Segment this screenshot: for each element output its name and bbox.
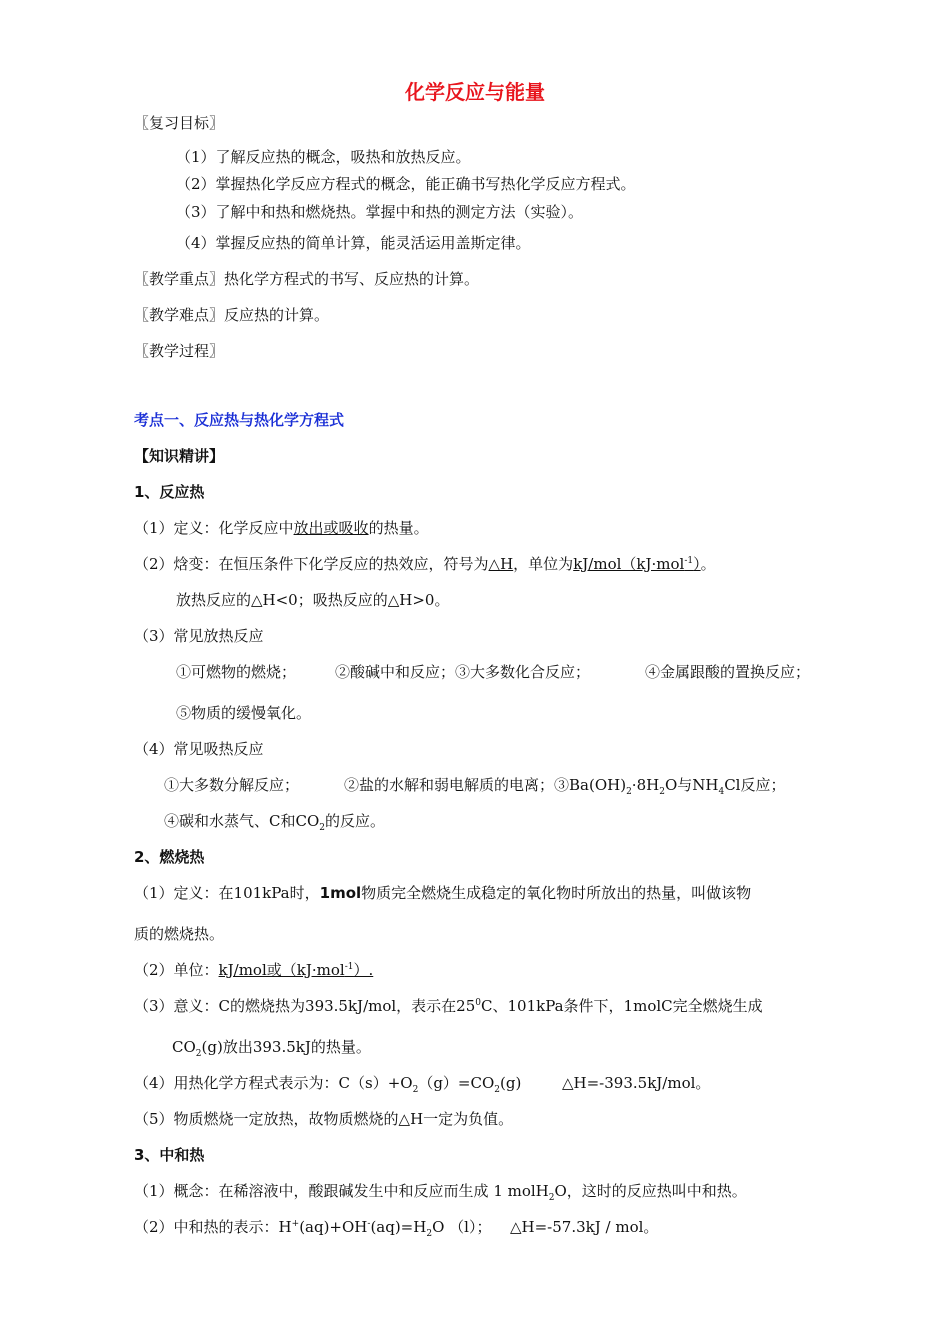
key-points: 〖教学重点〗热化学方程式的书写、反应热的计算。 [134,270,480,288]
combustion-definition-cont: 质的燃烧热。 [134,925,225,943]
neutralization-heat-heading: 3、中和热 [134,1146,205,1164]
endothermic-heading: （4）常见吸热反应 [134,740,264,758]
knowledge-heading: 【知识精讲】 [134,447,225,465]
combustion-delta-h: △H=-393.5kJ/mol。 [562,1074,711,1092]
reaction-heat-heading: 1、反应热 [134,483,205,501]
review-goals-heading: 〖复习目标〗 [134,114,225,132]
difficulties: 〖教学难点〗反应热的计算。 [134,306,330,324]
endothermic-item-2: ②盐的水解和弱电解质的电离；$③Ba(OH)_2\cdot 8H_2O$与$NH_4Cl$反应； [344,776,786,797]
page-title: 化学反应与能量 [405,80,545,104]
neutralization-concept: （1）概念：在稀溶液中，酸跟碱发生中和反应而生成 1 molH$_2$O，这时的反应热叫中和热。 [134,1182,747,1203]
goal-item-1: （1）了解反应热的概念，吸热和放热反应。 [176,148,471,166]
combustion-heat-heading: 2、燃烧热 [134,848,205,866]
neutralization-delta-h: △H=-57.3kJ / mol。 [510,1218,659,1236]
goal-item-2: （2）掌握热化学反应方程式的概念，能正确书写热化学反应方程式。 [176,175,636,193]
exothermic-item-1: ①可燃物的燃烧； [176,663,297,681]
goal-item-3: （3）了解中和热和燃烧热。掌握中和热的测定方法（实验）。 [176,203,584,221]
combustion-equation: （4）用热化学方程式表示为：$C(s)+O_2(g)=CO_2(g)$ [134,1074,522,1095]
section-title: 考点一、反应热与热化学方程式 [134,411,345,429]
combustion-definition: （1）定义：在101kPa时，1mol物质完全燃烧生成稳定的氧化物时所放出的热量，叫做该物 [134,884,752,902]
neutralization-expression: （2）中和热的表示：$H^+(aq)+OH^-(aq)=H_2O$ （l）； [134,1218,492,1239]
goal-item-4: （4）掌握反应热的简单计算，能灵活运用盖斯定律。 [176,234,531,252]
endothermic-item-1: ①大多数分解反应； [164,776,300,794]
enthalpy-definition: （2）焓变：在恒压条件下化学反应的热效应，符号为△H，单位为kJ/mol（kJ·mol$^{-1}$）。 [134,555,716,573]
enthalpy-sign-rule: 放热反应的△H<0；吸热反应的△H>0。 [176,591,450,609]
exothermic-item-2: ②酸碱中和反应；③大多数化合反应； [335,663,591,681]
combustion-note: （5）物质燃烧一定放热，故物质燃烧的△H一定为负值。 [134,1110,514,1128]
exothermic-heading: （3）常见放热反应 [134,627,264,645]
exothermic-item-4: ④金属跟酸的置换反应； [645,663,811,681]
combustion-meaning-cont: $CO_2(g)$放出393.5kJ的热量。 [172,1038,371,1059]
combustion-meaning: （3）意义：C的燃烧热为393.5kJ/mol，表示在$25^0C$、101kPa条件下，1molC完全燃烧生成 [134,997,763,1015]
reaction-heat-definition: （1）定义：化学反应中放出或吸收的热量。 [134,519,429,537]
combustion-unit: （2）单位：kJ/mol或（kJ·mol$^{-1}$）. [134,961,374,979]
exothermic-item-5: ⑤物质的缓慢氧化。 [176,704,312,722]
endothermic-item-4: ④碳和水蒸气、C和$CO_2$的反应。 [164,812,386,833]
teaching-process: 〖教学过程〗 [134,342,225,360]
